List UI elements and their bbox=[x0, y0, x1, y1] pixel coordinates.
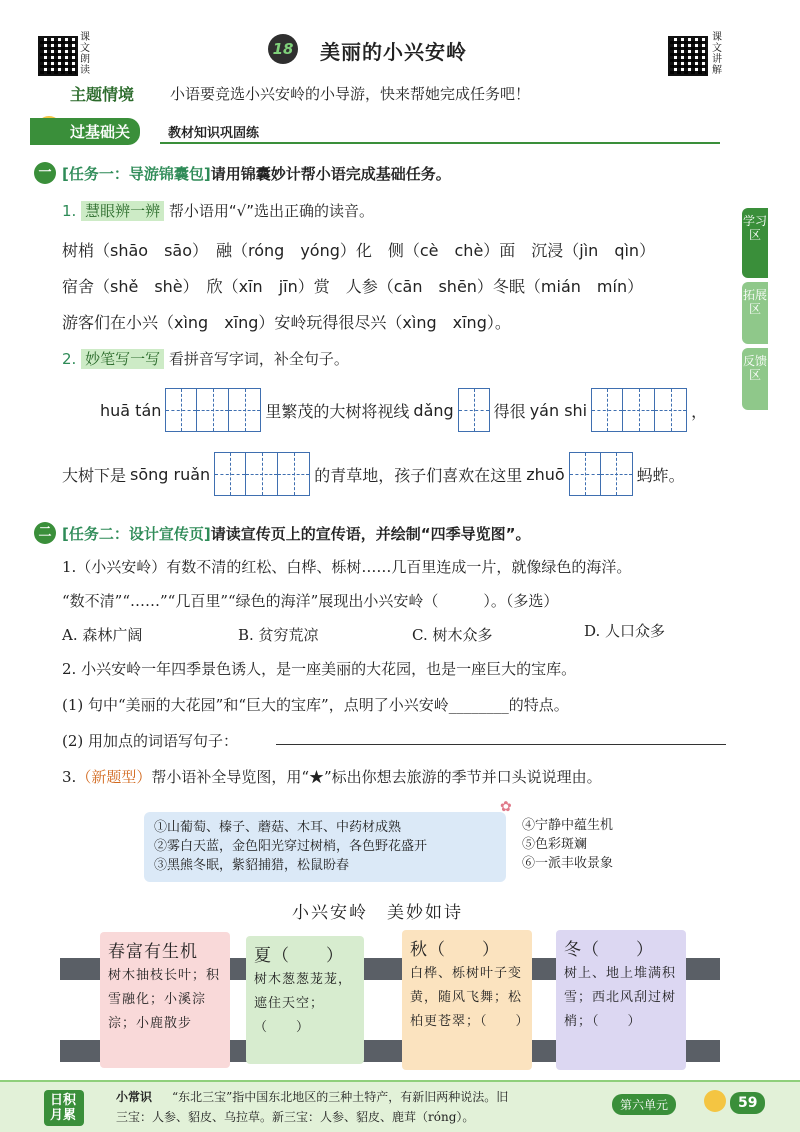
task2-q2-sub1: (1) 句中“美丽的大花园”和“巨大的宝库”，点明了小兴安岭________的特点。 bbox=[62, 696, 569, 714]
task1-q1-line3: 游客们在小兴（xìng xīng）安岭玩得很尽兴（xìng xīng）。 bbox=[62, 313, 511, 332]
task1-q1-num: 1. bbox=[62, 202, 77, 220]
footer-label: 日积月累 bbox=[44, 1090, 84, 1126]
theme-text: 小语要竞选小兴安岭的小导游，快来帮她完成任务吧！ bbox=[170, 85, 531, 103]
autumn-body: 白桦、栎树叶子变黄，随风飞舞；松柏更苍翠；（ ） bbox=[410, 966, 530, 1029]
char-box[interactable] bbox=[165, 388, 197, 432]
char-box[interactable] bbox=[214, 452, 246, 496]
task2-q3-num: 3. bbox=[62, 768, 77, 786]
guide-item-3: ③黑熊冬眠，紫貂捕猎，松鼠盼春 bbox=[154, 858, 350, 873]
side-tab-expand-label: 拓展区 bbox=[742, 288, 767, 316]
guide-item-4: ④宁静中蕴生机 bbox=[522, 818, 614, 833]
char-box[interactable] bbox=[623, 388, 655, 432]
pinyin-songruan: sōng ruǎn bbox=[130, 464, 211, 484]
season-card-winter bbox=[556, 930, 686, 1070]
pinyin-dang: dǎng bbox=[413, 400, 454, 420]
task2-bracket-open: [任务二： bbox=[62, 525, 129, 543]
tip-line-2: 三宝：人参、貂皮、乌拉草。新三宝：人参、貂皮、鹿茸（róng）。 bbox=[116, 1110, 475, 1124]
char-box[interactable] bbox=[197, 388, 229, 432]
writing-text-3: ， bbox=[691, 401, 708, 421]
tip-title: 小常识 bbox=[116, 1090, 153, 1104]
task2-q3 bbox=[62, 766, 602, 787]
guide-item-5: ⑤色彩斑斓 bbox=[522, 837, 588, 852]
section-subtitle: 教材知识巩固练 bbox=[168, 126, 260, 141]
lesson-number: 18 bbox=[268, 34, 298, 64]
side-tab-study-label: 学习区 bbox=[742, 214, 767, 242]
spring-title: 春富有生机 bbox=[108, 942, 198, 962]
task2-title bbox=[62, 523, 530, 544]
winter-body: 树上、地上堆满积雪；西北风刮过树梢；（ ） bbox=[564, 966, 677, 1029]
writing-text-5: 的青草地，孩子们喜欢在这里 bbox=[314, 465, 523, 485]
task1-title bbox=[62, 163, 451, 184]
char-box[interactable] bbox=[246, 452, 278, 496]
writing-text-6: 蚂蚱。 bbox=[636, 465, 685, 485]
writing-row-1 bbox=[100, 388, 707, 432]
guide-item-6: ⑥一派丰收景象 bbox=[522, 856, 614, 871]
char-box[interactable] bbox=[601, 452, 633, 496]
task1-q1-prompt bbox=[62, 200, 374, 221]
answer-boxes-zhuo[interactable] bbox=[569, 452, 633, 496]
right-qr-label: 课文讲解 bbox=[712, 32, 722, 76]
pinyin-yanshi: yán shi bbox=[529, 400, 588, 420]
answer-boxes-yanshi[interactable] bbox=[591, 388, 687, 432]
task2-q2-line: 2. 小兴安岭一年四季景色诱人，是一座美丽的大花园，也是一座巨大的宝库。 bbox=[62, 660, 577, 678]
task1-q2-prompt bbox=[62, 348, 349, 369]
pinyin-huatan: huā tán bbox=[100, 400, 162, 420]
left-qr-label: 课文朗读 bbox=[80, 32, 90, 76]
side-tab-feedback-label: 反馈区 bbox=[742, 354, 767, 382]
char-box[interactable] bbox=[458, 388, 490, 432]
winter-title: 冬（ ） bbox=[564, 940, 654, 960]
task2-name: 设计宣传页 bbox=[128, 525, 204, 543]
task1-q2-tag: 妙笔写一写 bbox=[81, 349, 164, 369]
task1-bracket-close: ] bbox=[203, 165, 211, 183]
answer-boxes-songruan[interactable] bbox=[214, 452, 310, 496]
section-banner: 过基础关 bbox=[30, 118, 140, 145]
guide-options-right bbox=[522, 816, 613, 873]
side-tab-study[interactable] bbox=[742, 208, 768, 278]
season-card-spring bbox=[100, 932, 230, 1068]
writing-text-2: 得很 bbox=[493, 401, 526, 421]
guide-options-box bbox=[144, 812, 506, 882]
task2-bracket-close: ] bbox=[203, 525, 211, 543]
char-box[interactable] bbox=[278, 452, 310, 496]
option-a[interactable]: A. 森林广阔 bbox=[62, 626, 143, 644]
lesson-title: 美丽的小兴安岭 bbox=[320, 40, 467, 64]
new-type-tag: （新题型） bbox=[76, 768, 152, 786]
task1-q1-line1: 树梢（shāo sāo） 融（róng yóng）化 侧（cè chè）面 沉浸（jìn qìn） bbox=[62, 241, 656, 260]
task1-q1-tag: 慧眼辨一辨 bbox=[81, 201, 164, 221]
pinyin-zhuo: zhuō bbox=[526, 464, 565, 484]
guide-item-2: ②雾白天蓝，金色阳光穿过树梢，各色野花盛开 bbox=[154, 839, 428, 854]
page-number: 59 bbox=[730, 1092, 765, 1114]
tip-line-1: “东北三宝”指中国东北地区的三种土特产，有新旧两种说法。旧 bbox=[172, 1090, 509, 1104]
answer-line[interactable] bbox=[276, 744, 726, 745]
task2-q1-line1: 1.（小兴安岭）有数不清的红松、白桦、栎树……几百里连成一片，就像绿色的海洋。 bbox=[62, 558, 632, 576]
task1-q1-line2: 宿舍（shě shè） 欣（xīn jīn）赏 人参（cān shēn）冬眠（mián mín） bbox=[62, 277, 644, 296]
char-box[interactable] bbox=[591, 388, 623, 432]
task1-q1-text: 帮小语用“√”选出正确的读音。 bbox=[168, 202, 374, 220]
char-box[interactable] bbox=[655, 388, 687, 432]
task1-name: 导游锦囊包 bbox=[128, 165, 204, 183]
right-qr-code[interactable] bbox=[668, 36, 708, 76]
char-box[interactable] bbox=[229, 388, 261, 432]
option-d[interactable]: D. 人口众多 bbox=[584, 622, 666, 640]
unit-label: 第六单元 bbox=[612, 1094, 676, 1115]
left-qr-code[interactable] bbox=[38, 36, 78, 76]
summer-body: 树木葱葱茏茏，遮住天空；（ ） bbox=[254, 972, 353, 1035]
task1-q2-num: 2. bbox=[62, 350, 77, 368]
task1-number: 一 bbox=[34, 162, 56, 184]
butterfly-icon: ✿ bbox=[500, 799, 512, 815]
task2-q3-text: 帮小语补全导览图，用“★”标出你想去旅游的季节并口头说说理由。 bbox=[151, 768, 602, 786]
theme-label: 主题情境 bbox=[70, 85, 135, 104]
guide-item-1: ①山葡萄、榛子、蘑菇、木耳、中药材成熟 bbox=[154, 820, 402, 835]
task2-q2-sub2: (2) 用加点的词语写句子： bbox=[62, 732, 239, 750]
writing-row-2 bbox=[62, 452, 685, 496]
task2-desc: 请读宣传页上的宣传语，并绘制“四季导览图”。 bbox=[210, 525, 531, 543]
task1-desc: 请用锦囊妙计帮小语完成基础任务。 bbox=[210, 165, 451, 183]
side-tab-feedback[interactable] bbox=[742, 348, 768, 410]
answer-boxes-dang[interactable] bbox=[458, 388, 490, 432]
option-b[interactable]: B. 贫穷荒凉 bbox=[238, 626, 319, 644]
summer-title: 夏（ ） bbox=[254, 946, 344, 966]
char-box[interactable] bbox=[569, 452, 601, 496]
side-tab-expand[interactable] bbox=[742, 282, 768, 344]
section-rule bbox=[160, 142, 720, 144]
guide-map-title: 小兴安岭 美妙如诗 bbox=[292, 903, 463, 923]
writing-text-1: 里繁茂的大树将视线 bbox=[265, 401, 410, 421]
option-c[interactable]: C. 树木众多 bbox=[412, 626, 493, 644]
task2-number: 二 bbox=[34, 522, 56, 544]
task2-q1-line2: “数不清”“……”“几百里”“绿色的海洋”展现出小兴安岭（ ）。（多选） bbox=[62, 592, 559, 610]
season-card-summer bbox=[246, 936, 364, 1064]
task1-bracket-open: [任务一： bbox=[62, 165, 129, 183]
season-card-autumn bbox=[402, 930, 532, 1070]
task1-q2-text: 看拼音写字词，补全句子。 bbox=[168, 350, 349, 368]
autumn-title: 秋（ ） bbox=[410, 940, 500, 960]
writing-text-4: 大树下是 bbox=[62, 465, 127, 485]
answer-boxes-huatan[interactable] bbox=[165, 388, 261, 432]
spring-body: 树木抽枝长叶；积雪融化；小溪淙淙；小鹿散步 bbox=[108, 968, 221, 1031]
star-mascot-icon bbox=[704, 1090, 726, 1112]
